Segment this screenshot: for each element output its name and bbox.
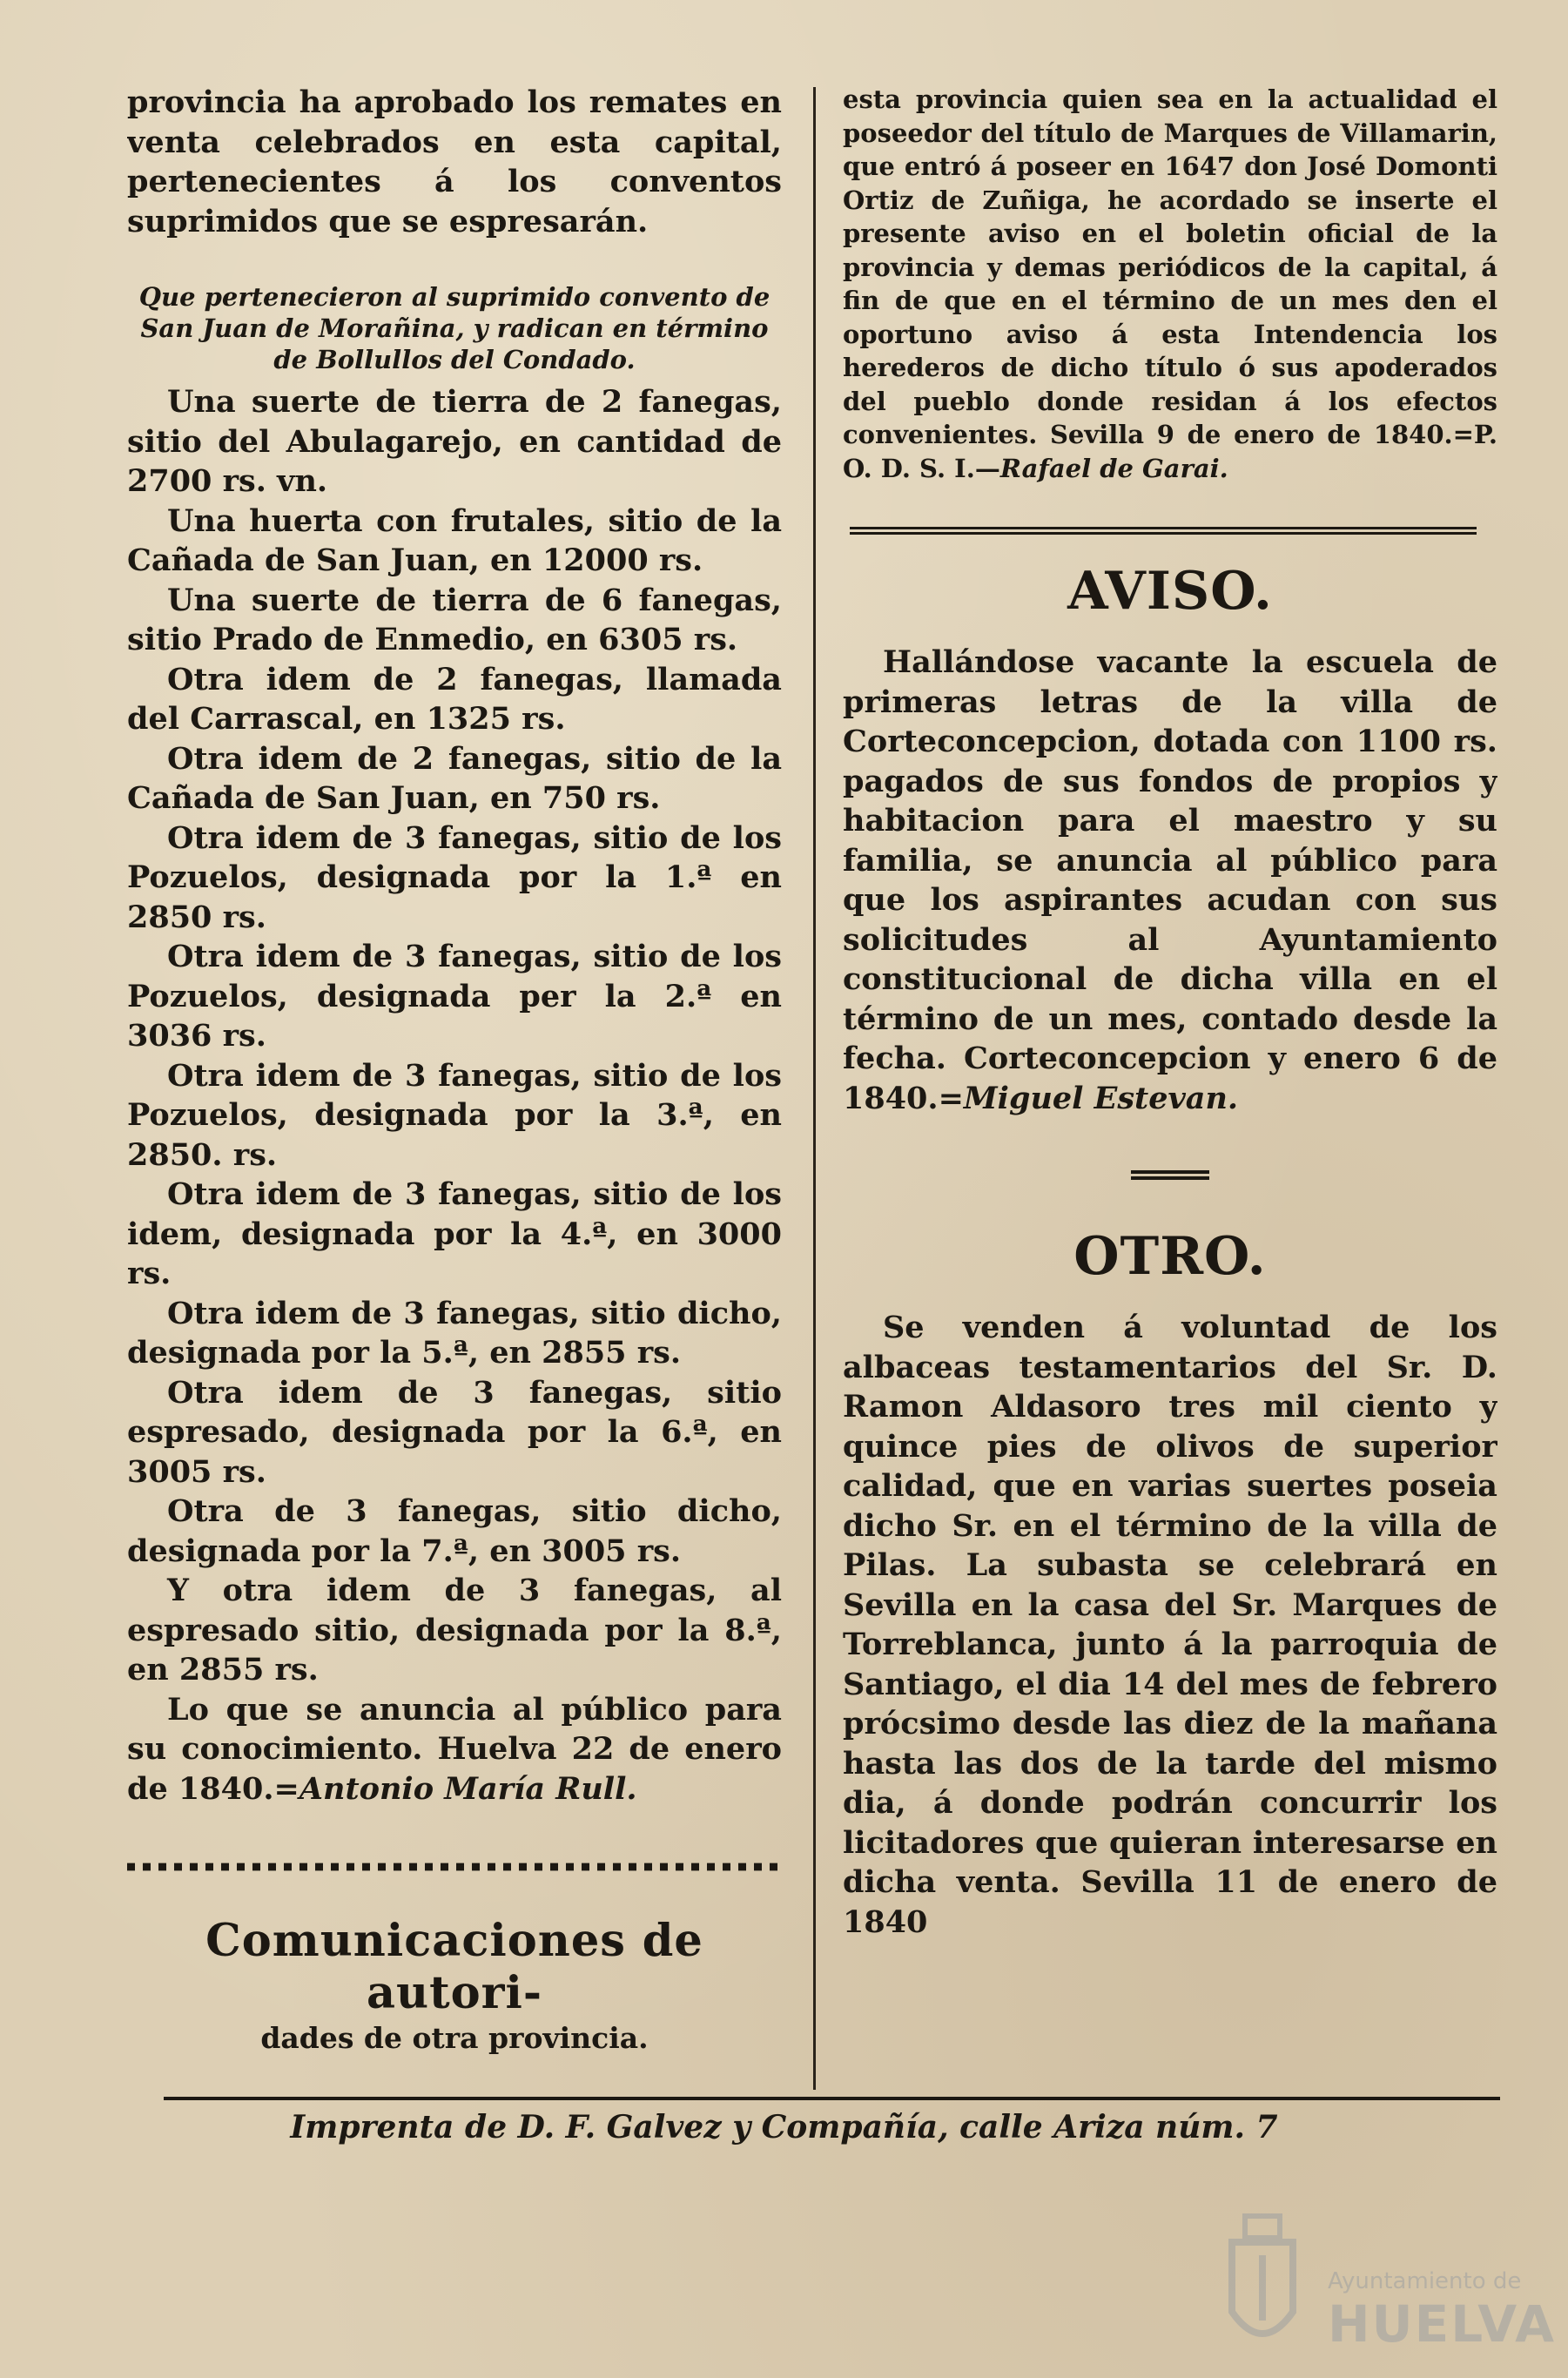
otro-body: Se venden á voluntad de los albaceas testamentarios del Sr. D. Ramon Aldasoro tres mil ciento y quince pies de olivos de superior calidad, que en varias suertes poseia dicho Sr. en el término de la villa de Pilas. La subasta se celebrará en Sevilla en la casa del Sr. Marques de Torreblanca, junto á la parroquia de Santiago, el dia 14 del mes de febrero prócsimo desde las diez de la mañana hasta las dos de la tarde del mismo dia, á donde podrán concurrir los licitadores que quieran interesarse en dicha venta. Sevilla 11 de enero de 1840 [843, 1310, 1497, 1940]
right-column [843, 83, 1497, 2077]
archive-watermark [1215, 2207, 1557, 2373]
aviso-signature: =Miguel Estevan. [938, 1080, 1239, 1116]
property-item: Una huerta con frutales, sitio de la Cañada de San Juan, en 12000 rs. [127, 502, 782, 578]
convent-subheading: Que pertenecieron al suprimido convento de San Juan de Morañina, y radican en término de Bollullos del Condado. [138, 282, 771, 374]
section-divider [850, 527, 1477, 529]
aviso-body: Hallándose vacante la escuela de primeras letras de la villa de Corteconcepcion, dotada con 1100 rs. pagados de sus fondos de propios y habitacion para el maestro y su familia, se anuncia al público para que los aspirantes acudan con sus solicitudes al Ayuntamiento constitucional de dicha villa en el término de un mes, contado desde la fecha. Corteconcepcion y enero 6 de 1840.=Miguel Estevan. [843, 644, 1497, 1116]
watermark-line1: Ayuntamiento de [1328, 2268, 1522, 2294]
otro-title: OTRO. [1073, 1226, 1267, 1287]
property-item: Otra de 3 fanegas, sitio dicho, designada por la 7.ª, en 3005 rs. [127, 1493, 782, 1569]
property-item: Otra idem de 3 fanegas, sitio de los Pozuelos, designada per la 2.ª en 3036 rs. [127, 939, 782, 1054]
property-item: Otra idem de 3 fanegas, sitio de los idem, designada por la 4.ª, en 3000 rs. [127, 1176, 782, 1291]
closing-signature: =Antonio María Rull. [273, 1770, 637, 1807]
property-item: Una suerte de tierra de 2 fanegas, sitio del Abulagarejo, en cantidad de 2700 rs. vn. [127, 384, 782, 499]
short-divider [1131, 1170, 1209, 1174]
property-list [127, 382, 782, 1690]
property-item: Otra idem de 3 fanegas, sitio de los Pozuelos, designada por la 3.ª, en 2850. rs. [127, 1057, 782, 1173]
crest-icon [1215, 2207, 1310, 2364]
continuation-paragraph: esta provincia quien sea en la actualidad el poseedor del título de Marques de Villamarin, que entró á poseer en 1647 don José Domonti Ortiz de Zuñiga, he acordado se inserte el presente aviso en el boletin oficial de la provincia y demas periódicos de la capital, á fin de que en el término de un mes den el oportuno aviso á esta Intendencia los herederos de dicho título ó sus apoderados del pueblo donde residan á los efectos convenientes. Sevilla 9 de enero de 1840.=P. O. D. S. I.—Rafael de Garai. [843, 84, 1497, 483]
property-item: Y otra idem de 3 fanegas, al espresado sitio, designada por la 8.ª, en 2855 rs. [127, 1573, 782, 1688]
footer-rule [164, 2097, 1500, 2100]
left-column [127, 83, 782, 2077]
column-divider [813, 87, 816, 2090]
watermark-line2: HUELVA [1328, 2294, 1557, 2354]
printer-footer: Imprenta de D. F. Galvez y Compañía, calle Ariza núm. 7 [290, 2109, 1278, 2146]
property-item: Otra idem de 3 fanegas, sitio de los Pozuelos, designada por la 1.ª en 2850 rs. [127, 819, 782, 935]
aviso-title: AVISO. [1067, 561, 1273, 622]
property-item: Una suerte de tierra de 6 fanegas, sitio Prado de Enmedio, en 6305 rs. [127, 582, 782, 657]
intro-paragraph: provincia ha aprobado los remates en venta celebrados en esta capital, pertenecientes á los conventos suprimidos que se espresarán. [127, 84, 782, 239]
section-title-line2: dades de otra provincia. [260, 2021, 649, 2055]
section-title-line1: Comunicaciones de autori- [205, 1915, 703, 2019]
property-item: Otra idem de 3 fanegas, sitio espresado, designada por la 6.ª, en 3005 rs. [127, 1374, 782, 1490]
ornamental-divider [127, 1857, 782, 1876]
property-item: Otra idem de 2 fanegas, llamada del Carrascal, en 1325 rs. [127, 661, 782, 737]
property-item: Otra idem de 2 fanegas, sitio de la Cañada de San Juan, en 750 rs. [127, 740, 782, 816]
continuation-signature: Rafael de Garai. [999, 453, 1228, 483]
closing-paragraph: Lo que se anuncia al público para su conocimiento. Huelva 22 de enero de 1840.=Antonio María Rull. [127, 1691, 782, 1807]
property-item: Otra idem de 3 fanegas, sitio dicho, designada por la 5.ª, en 2855 rs. [127, 1295, 782, 1371]
